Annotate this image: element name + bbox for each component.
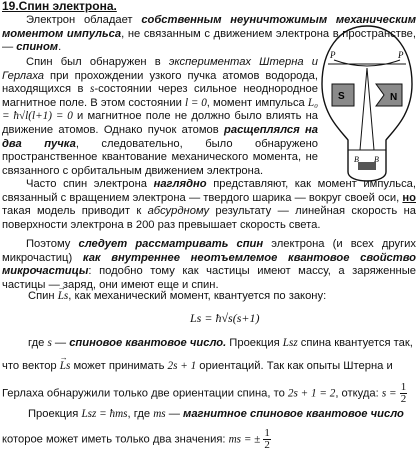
text: .: [58, 41, 62, 54]
text: и магнитное поле не должно было влиять на движение атомов. Однако пучок атомов: [2, 110, 318, 136]
fraction-one-half: [263, 428, 271, 451]
text: может принимать: [70, 360, 168, 372]
math-l: l = 0: [184, 96, 207, 109]
text: , как механический момент, квантуется по закону:: [68, 290, 327, 302]
text-emphasis: расщеплялся на два пучка: [2, 123, 318, 150]
fraction-numerator: 1: [400, 381, 407, 393]
line-spin-number: [28, 337, 413, 351]
text: где: [28, 337, 48, 349]
text-emphasis: спином: [16, 41, 59, 54]
formula-ls: Ls = ħ√s(s+1): [190, 311, 260, 325]
label-n: N: [390, 92, 398, 103]
text-emphasis: спиновое квантовое число.: [69, 337, 227, 349]
math-s-eq: s =: [381, 387, 397, 400]
text: , не связанным с движением электрона в пространстве, —: [2, 27, 416, 54]
fraction-one-half: [400, 382, 408, 405]
text: при прохождении узкого пучка атомов водорода, находящихся в: [2, 69, 318, 96]
text: Проекция: [226, 337, 283, 349]
math-lsz: Lsz: [282, 337, 298, 349]
magnet-n: [376, 84, 402, 106]
text: —: [165, 408, 184, 420]
text: которое может иметь только два значения:: [2, 433, 229, 446]
text-italic: экспериментах Штерна и Герлаха: [2, 56, 318, 82]
fraction-denominator: 2: [400, 393, 407, 405]
line-two-orientations: [2, 382, 407, 405]
text: , где: [127, 408, 154, 420]
math-ls-vector: → Ls: [60, 360, 71, 374]
fraction-denominator: 2: [264, 439, 270, 451]
math-ls-vector: → Ls: [58, 290, 69, 304]
text: Герлаха обнаружили только две ориентации спина, то: [2, 387, 288, 400]
beam-right: [367, 68, 374, 150]
text-emphasis: наглядно: [153, 178, 207, 190]
math-ms-eq: ms = ±: [228, 433, 261, 446]
paragraph-model: [2, 178, 416, 232]
label-p-right: P: [398, 50, 404, 60]
paragraph-stern-gerlach: [2, 56, 318, 178]
math-s: s: [47, 337, 52, 349]
label-b-left: B: [354, 155, 359, 164]
text: -состоянии через сильное неоднородное магнитное поле. В этом состоянии: [2, 83, 318, 109]
text-emphasis: как внутреннее неотъемлемое квантовое свойство микрочастицы: [2, 251, 417, 278]
math-lsz: Lsz = ħms: [81, 408, 128, 420]
math-2s1-2: 2s + 1 = 2: [287, 387, 336, 400]
text: Проекция: [28, 408, 82, 420]
text-emphasis: следует рассматривать спин: [78, 238, 264, 250]
math-s: s: [90, 83, 95, 96]
text: Спин: [28, 290, 58, 302]
label-b-right: B: [374, 155, 379, 164]
text-italic: абсурдному: [147, 205, 210, 218]
text: , откуда:: [335, 387, 382, 400]
fraction-numerator: 1: [264, 427, 270, 439]
section-heading: 19.Спин электрона.: [2, 0, 117, 13]
text: такая модель приводит к: [2, 205, 148, 218]
beam-left: [360, 68, 367, 150]
text: , момент импульса: [206, 96, 308, 109]
text-bold-underline: но: [402, 191, 416, 204]
stern-gerlach-figure: [318, 22, 416, 192]
text: Часто спин электрона: [26, 178, 154, 190]
label-p-left: P: [330, 50, 336, 60]
text: Спин был обнаружен в: [26, 56, 169, 68]
text: , следовательно, было обнаружено пространственное квантование механического момента, не связанного с орбитальным движением электрона.: [2, 137, 318, 177]
line-ms-values: [2, 428, 271, 451]
math-l0: L₀ = ħ√l(l+1) = 0: [2, 96, 319, 123]
label-s: S: [338, 91, 345, 102]
beam-curve: [334, 60, 400, 66]
text: ориентаций. Так как опыты Штерна и: [196, 360, 393, 372]
line-projection: [28, 408, 404, 422]
text-emphasis: магнитное спиновое квантовое число: [183, 408, 404, 420]
text: : подобно тому как частицы имеют массу, а заряженные частицы — заряд, они имеют еще и спин.: [2, 265, 416, 291]
math-ms: ms: [153, 408, 166, 420]
spin-quantization-line: [28, 290, 326, 304]
text-emphasis: собственным неуничтожимым механическим моментом импульса: [2, 14, 416, 40]
text: представляют, как момент импульса, связанный с вращением электрона — твердого шарика — вокруг своей оси,: [2, 178, 417, 204]
line-orientations: [2, 360, 416, 374]
text: результату — линейная скорость на поверхности электрона в 200 раз превышает скорость света.: [2, 205, 416, 231]
text: Электрон обладает: [26, 14, 142, 26]
text: —: [51, 337, 70, 349]
text: спина квантуется так,: [297, 337, 413, 349]
text: что вектор: [2, 360, 60, 372]
text: электрона (и всех других микрочастиц): [2, 238, 416, 264]
math-2s1: 2s + 1: [167, 360, 197, 372]
text: Поэтому: [26, 238, 79, 250]
